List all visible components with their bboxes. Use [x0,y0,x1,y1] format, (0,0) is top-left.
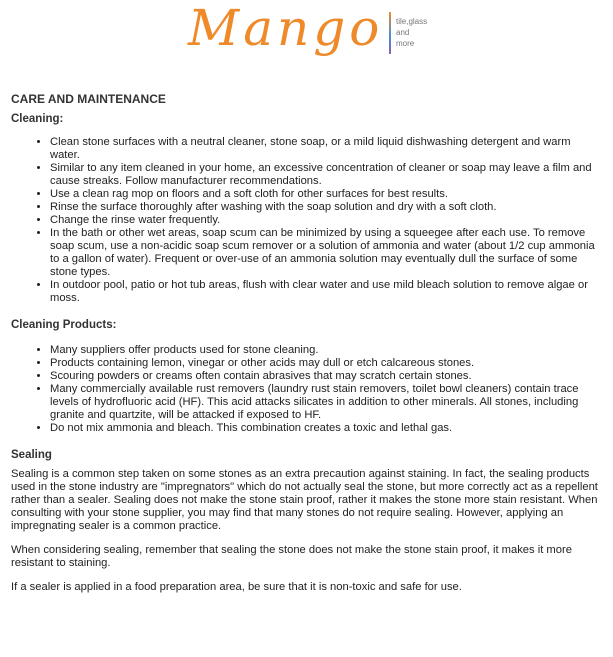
logo-tagline-line: more [396,39,415,48]
sealing-paragraph: If a sealer is applied in a food preparation area, be sure that it is non-toxic and safe for use. [11,581,462,593]
list-item: • Similar to any item cleaned in your home, an excessive concentration of cleaner or soap may leave a film and cause streaks. Follow manufacturer recommendations. [50,162,603,188]
cleaning-products-list [11,344,603,435]
list-item: • Many suppliers offer products used for stone cleaning. [50,344,603,357]
page-title: CARE AND MAINTENANCE [11,92,166,106]
list-item: • In outdoor pool, patio or hot tub areas, flush with clear water and use mild bleach solution to remove algae or moss. [50,279,603,305]
list-item: • Products containing lemon, vinegar or other acids may dull or etch calcareous stones. [50,357,603,370]
list-item: • Scouring powders or creams often contain abrasives that may scratch certain stones. [50,370,603,383]
logo-tagline [396,16,427,49]
logo-wordmark: Mango [188,0,384,57]
section-heading-cleaning-products: Cleaning Products: [11,319,117,331]
section-heading-cleaning: Cleaning: [11,113,64,125]
sealing-paragraph: Sealing is a common step taken on some stones as an extra precaution against staining. In fact, the sealing products used in the stone industry are "impregnators" which do not actually seal the stone, but more correctly act as a repellent rather than a sealer. Sealing does not make the stone stain proof, rather it makes the stone more stain resistant. When consulting with your stone supplier, you may find that many stones do not require sealing. However, applying an impregnating sealer is a common practice. [11,468,598,532]
document-body [11,92,603,605]
mango-logo [188,2,448,58]
list-item: • Use a clean rag mop on floors and a soft cloth for other surfaces for best results. [50,188,603,201]
list-item: • In the bath or other wet areas, soap scum can be minimized by using a squeegee after each use. To remove soap scum, use a non-acidic soap scum remover or a solution of ammonia and water (about 1/2 cup ammonia to a gallon of water). Frequent or over-use of an ammonia solution may eventually dull the surface of some stone types. [50,227,603,279]
list-item: • Change the rinse water frequently. [50,214,603,227]
cleaning-list [11,136,603,305]
section-heading-sealing: Sealing [11,449,52,461]
list-item: • Many commercially available rust removers (laundry rust stain removers, toilet bowl cleaners) contain trace levels of hydrofluoric acid (HF). This acid attacks silicates in addition to other minerals. All stones, including granite and quartzite, will be attacked if exposed to HF. [50,383,603,422]
sealing-paragraph: When considering sealing, remember that sealing the stone does not make the stone stain proof, it makes it more resistant to staining. [11,544,572,569]
logo-tagline-line: tile,glass [396,17,428,26]
list-item: • Do not mix ammonia and bleach. This combination creates a toxic and lethal gas. [50,422,603,435]
logo-tagline-line: and [396,28,410,37]
logo-divider [389,12,391,54]
list-item: • Rinse the surface thoroughly after washing with the soap solution and dry with a soft cloth. [50,201,603,214]
list-item: • Clean stone surfaces with a neutral cleaner, stone soap, or a mild liquid dishwashing detergent and warm water. [50,136,603,162]
